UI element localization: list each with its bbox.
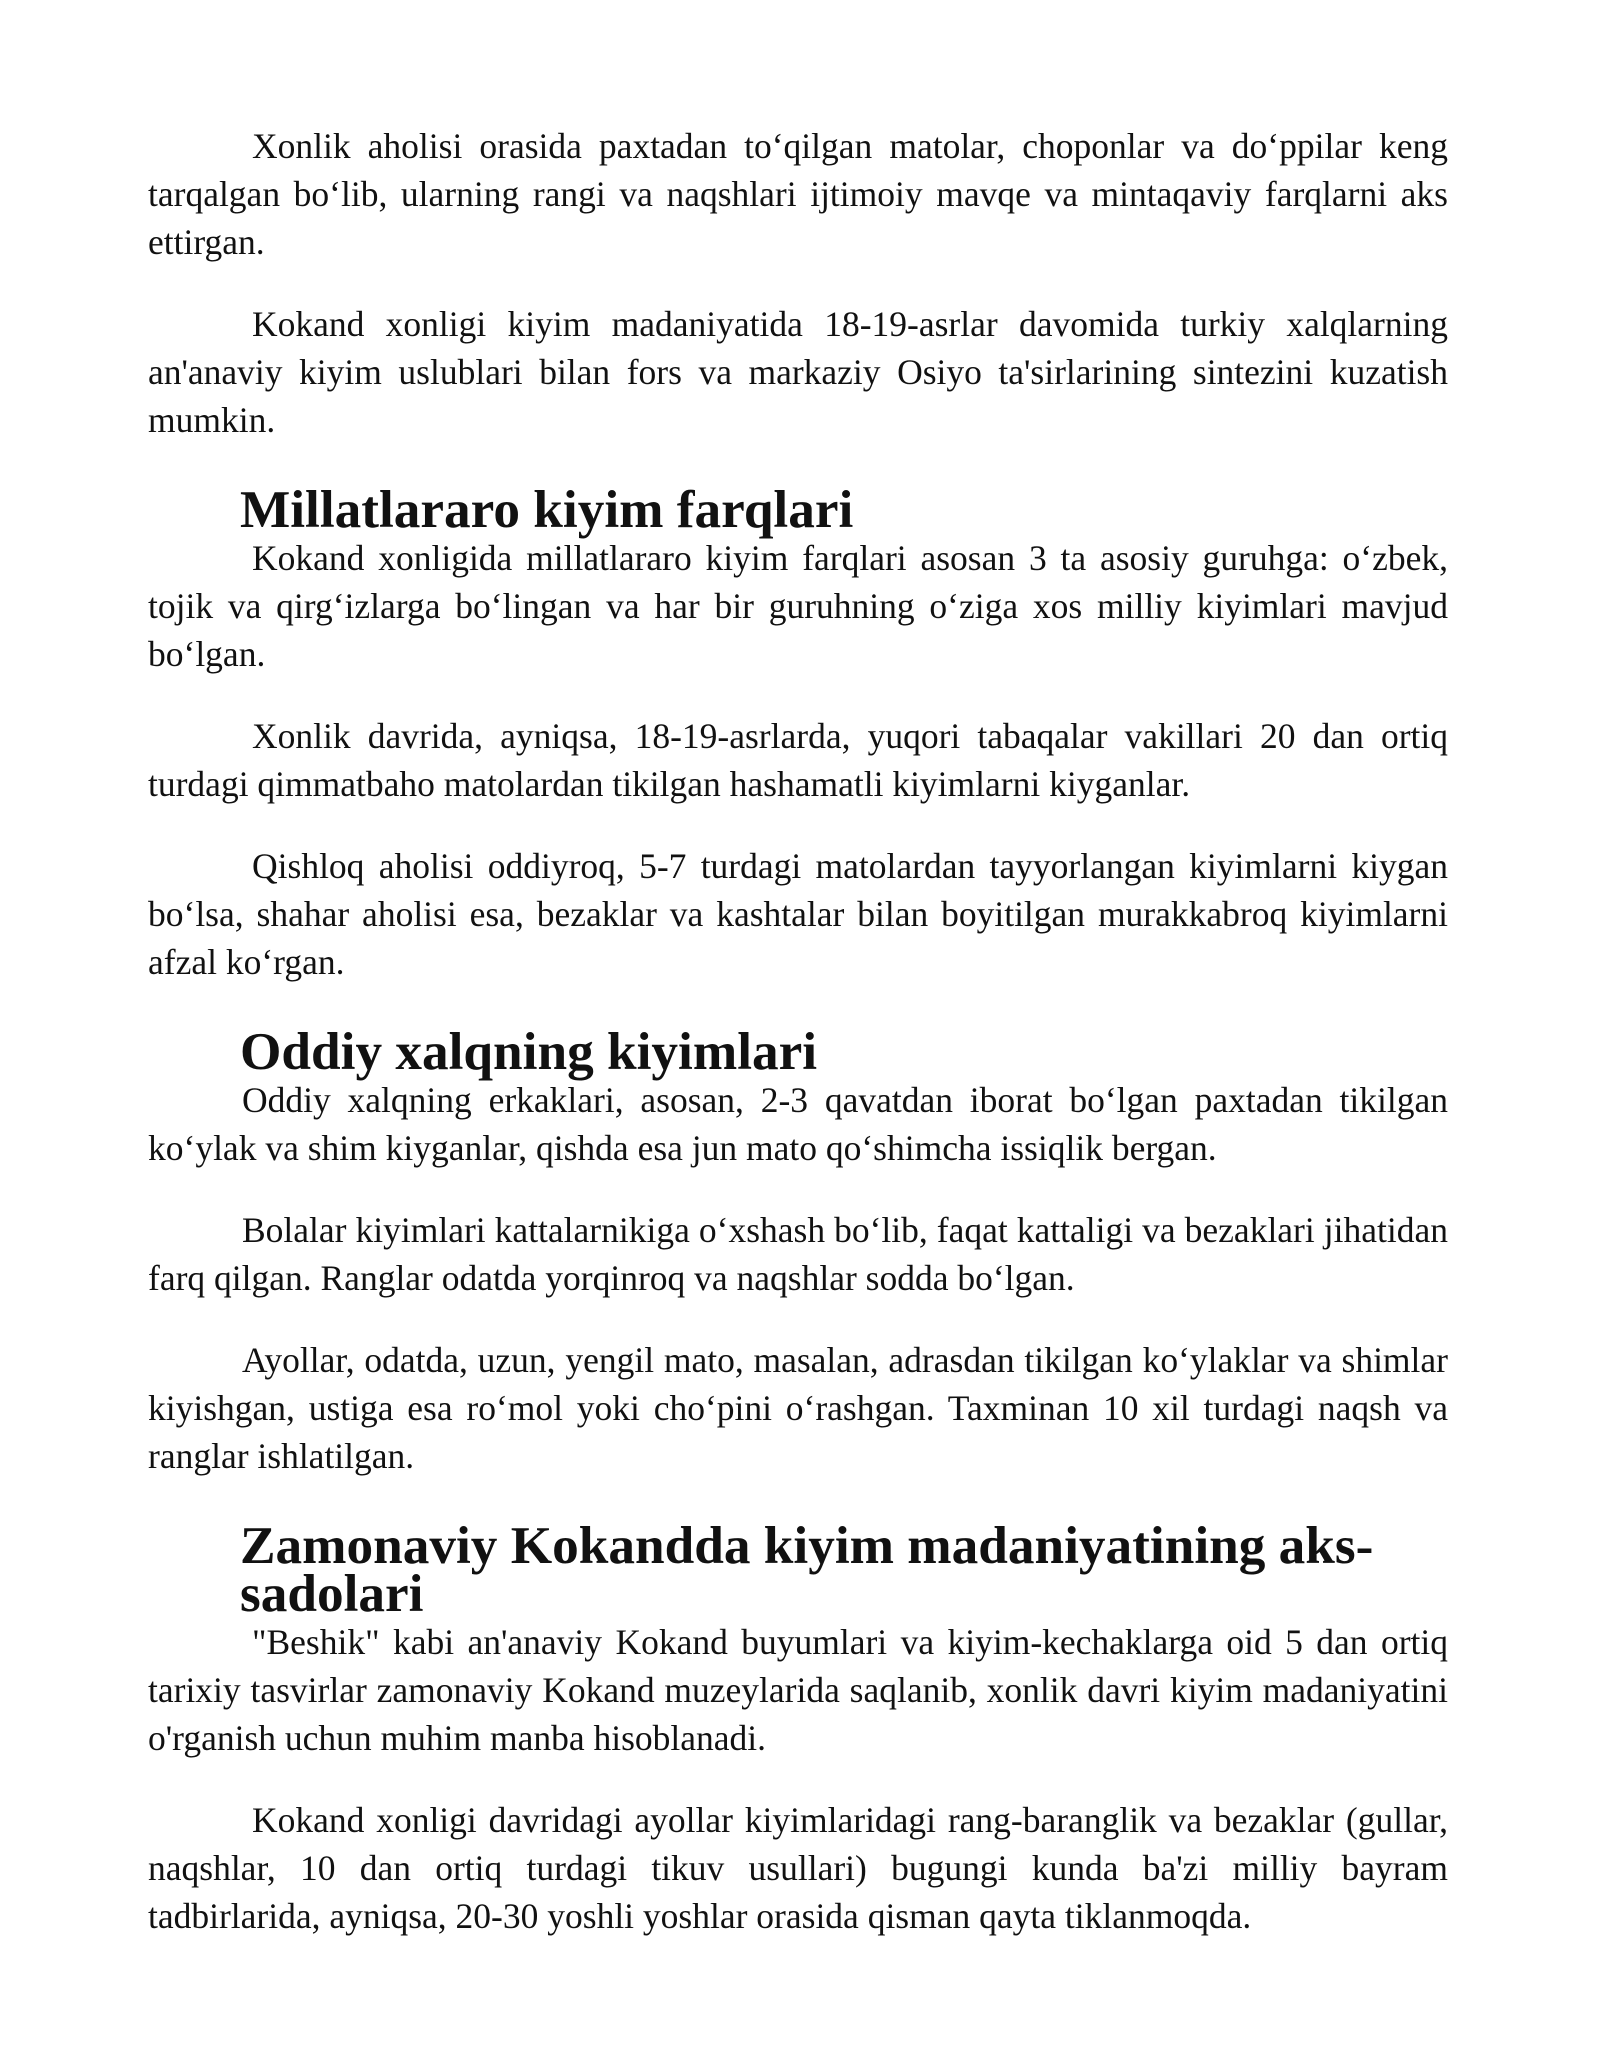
paragraph-ethnic-groups: Kokand xonligida millatlararo kiyim farqlari asosan 3 ta asosiy guruhga: o‘zbek, tojik va qirg‘izlarga bo‘lingan va har bir guruhning o‘ziga xos milliy kiyimlari mavjud bo‘lgan.	[148, 538, 1448, 674]
document-page	[148, 122, 1448, 1974]
paragraph-women-clothing: Ayollar, odatda, uzun, yengil mato, masalan, adrasdan tikilgan ko‘ylaklar va shimlar kiyishgan, ustiga esa ro‘mol yoki cho‘pini o‘rashgan. Taxminan 10 xil turdagi naqsh va ranglar ishlatilgan.	[148, 1340, 1448, 1476]
paragraph-upper-class: Xonlik davrida, ayniqsa, 18-19-asrlarda, yuqori tabaqalar vakillari 20 dan ortiq turdagi qimmatbaho matolardan tikilgan hashamatli kiyimlarni kiyganlar.	[148, 716, 1448, 804]
paragraph-children-clothing: Bolalar kiyimlari kattalarnikiga o‘xshash bo‘lib, faqat kattaligi va bezaklari jihatidan farq qilgan. Ranglar odatda yorqinroq va naqshlar sodda bo‘lgan.	[148, 1210, 1448, 1298]
heading-interethnic-differences: Millatlararo kiyim farqlari	[240, 480, 854, 539]
paragraph-revival: Kokand xonligi davridagi ayollar kiyimlaridagi rang-baranglik va bezaklar (gullar, naqshlar, 10 dan ortiq turdagi tikuv usullari) bugungi kunda ba'zi milliy bayram tadbirlarida, ayniqsa, 20-30 yoshli yoshlar orasida qisman qayta tiklanmoqda.	[148, 1800, 1448, 1936]
paragraph-synthesis: Kokand xonligi kiyim madaniyatida 18-19-asrlar davomida turkiy xalqlarning an'anaviy kiyim uslublari bilan fors va markaziy Osiyo ta'sirlarining sintezini kuzatish mumkin.	[148, 304, 1448, 440]
paragraph-men-clothing: Oddiy xalqning erkaklari, asosan, 2-3 qavatdan iborat bo‘lgan paxtadan tikilgan ko‘ylak va shim kiyganlar, qishda esa jun mato qo‘shimcha issiqlik bergan.	[148, 1080, 1448, 1168]
paragraph-rural-urban: Qishloq aholisi oddiyroq, 5-7 turdagi matolardan tayyorlangan kiyimlarni kiygan bo‘lsa, shahar aholisi esa, bezaklar va kashtalar bilan boyitilgan murakkabroq kiyimlarni afzal ko‘rgan.	[148, 846, 1448, 982]
heading-modern-kokand: Zamonaviy Kokandda kiyim madaniyatining aks-sadolari	[240, 1516, 1374, 1623]
heading-common-people-clothing: Oddiy xalqning kiyimlari	[240, 1022, 818, 1081]
paragraph-textiles: Xonlik aholisi orasida paxtadan to‘qilgan matolar, choponlar va do‘ppilar keng tarqalgan bo‘lib, ularning rangi va naqshlari ijtimoiy mavqe va mintaqaviy farqlarni aks ettirgan.	[148, 126, 1448, 262]
paragraph-museums: "Beshik" kabi an'anaviy Kokand buyumlari va kiyim-kechaklarga oid 5 dan ortiq tarixiy tasvirlar zamonaviy Kokand muzeylarida saqlanib, xonlik davri kiyim madaniyatini o'rganish uchun muhim manba hisoblanadi.	[148, 1622, 1448, 1758]
